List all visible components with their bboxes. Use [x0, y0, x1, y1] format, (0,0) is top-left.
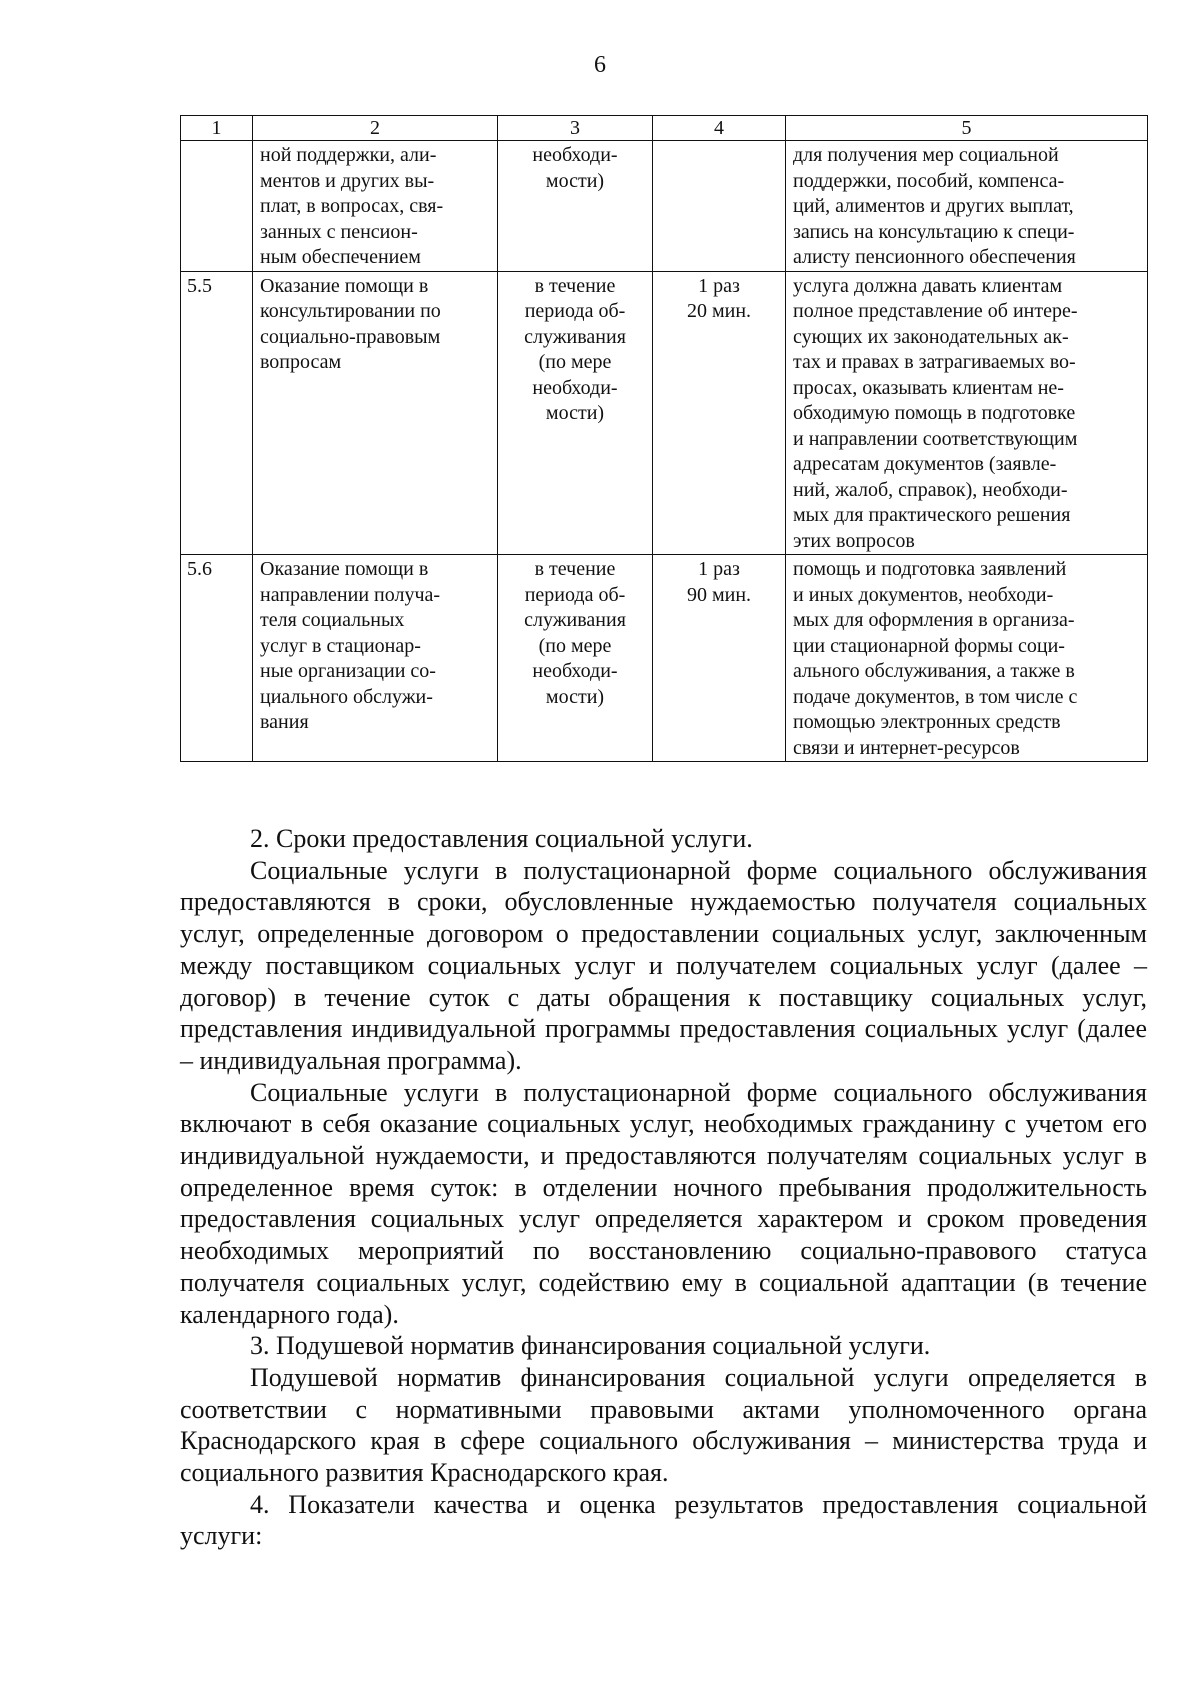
column-header-5: 5 [786, 116, 1148, 141]
section-heading-funding: 3. Подушевой норматив финансирования социальной услуги. [250, 1331, 931, 1361]
service-name: Оказание помощи в консультировании по социально-правовым вопросам [253, 271, 498, 555]
service-term: необходи- мости) [498, 141, 653, 272]
paragraph: Социальные услуги в полустационарной форме социального обслуживания предоставляются в сроки, обусловленные нуждаемостью получателя социальных услуг, определенные договором о предоставлении социальных услуг, заключенным между поставщиком социальных услуг и получателем социальных услуг (далее – договор) в течение суток с даты обращения к поставщику социальных услуг, представления индивидуальной программы предоставления социальных услуг (далее – индивидуальная программа). [180, 855, 1147, 1075]
body-text [180, 823, 1147, 1552]
column-header-3: 3 [498, 116, 653, 141]
paragraph: Социальные услуги в полустационарной форме социального обслуживания включают в себя оказание социальных услуг, необходимых гражданину с учетом его индивидуальной нуждаемости, и предоставляются получателям социальных услуг в определенное время суток: в отделении ночного пребывания продолжительность предоставления социальных услуг определяется характером и сроком проведения необходимых мероприятий по восстановлению социально-правового статуса получателя социальных услуг, содействию ему в социальной адаптации (в течение календарного года). [180, 1077, 1147, 1329]
section-heading-terms: 2. Сроки предоставления социальной услуги. [250, 824, 753, 853]
row-number: 5.5 [181, 271, 253, 555]
service-norm: 1 раз 90 мин. [653, 555, 786, 762]
table-row [181, 141, 1148, 272]
section-heading-quality: 4. Показатели качества и оценка результатов предоставления социальной услуги: [180, 1489, 1147, 1551]
column-header-1: 1 [181, 116, 253, 141]
table-row [181, 555, 1148, 762]
column-header-4: 4 [653, 116, 786, 141]
service-description: помощь и подготовка заявлений и иных документов, необходи- мых для оформления в организа- ции стационарной формы соци- ального обслуживания, а также в подаче документов, в том числе с помощью электронных средств связи и интернет-ресурсов [786, 555, 1148, 762]
page-number: 6 [594, 52, 606, 78]
service-description: услуга должна давать клиентам полное представление об интере- сующих их законодательных ак- тах и правах в затрагиваемых во- просах, оказывать клиентам не- обходимую помощь в подготовке и направлении соответствующим адресатам документов (заявле- ний, жалоб, справок), необходи- мых для практического решения этих вопросов [786, 271, 1148, 555]
service-name: Оказание помощи в направлении получа- теля социальных услуг в стационар- ные организации со- циального обслужи- вания [253, 555, 498, 762]
service-name: ной поддержки, али- ментов и других вы- плат, в вопросах, свя- занных с пенсион- ным обеспечением [253, 141, 498, 272]
service-description: для получения мер социальной поддержки, пособий, компенса- ций, алиментов и других выплат, запись на консультацию к специ- алисту пенсионного обеспечения [786, 141, 1148, 272]
table-header-row [181, 116, 1148, 141]
service-norm [653, 141, 786, 272]
row-number: 5.6 [181, 555, 253, 762]
service-term: в течение периода об- служивания (по мере необходи- мости) [498, 555, 653, 762]
service-term: в течение периода об- служивания (по мере необходи- мости) [498, 271, 653, 555]
paragraph: Подушевой норматив финансирования социальной услуги определяется в соответствии с нормативными правовыми актами уполномоченного органа Краснодарского края в сфере социального обслуживания – министерства труда и социального развития Краснодарского края. [180, 1362, 1147, 1488]
row-number [181, 141, 253, 272]
column-header-2: 2 [253, 116, 498, 141]
service-norm: 1 раз 20 мин. [653, 271, 786, 555]
table-row [181, 271, 1148, 555]
services-table [180, 115, 1148, 762]
